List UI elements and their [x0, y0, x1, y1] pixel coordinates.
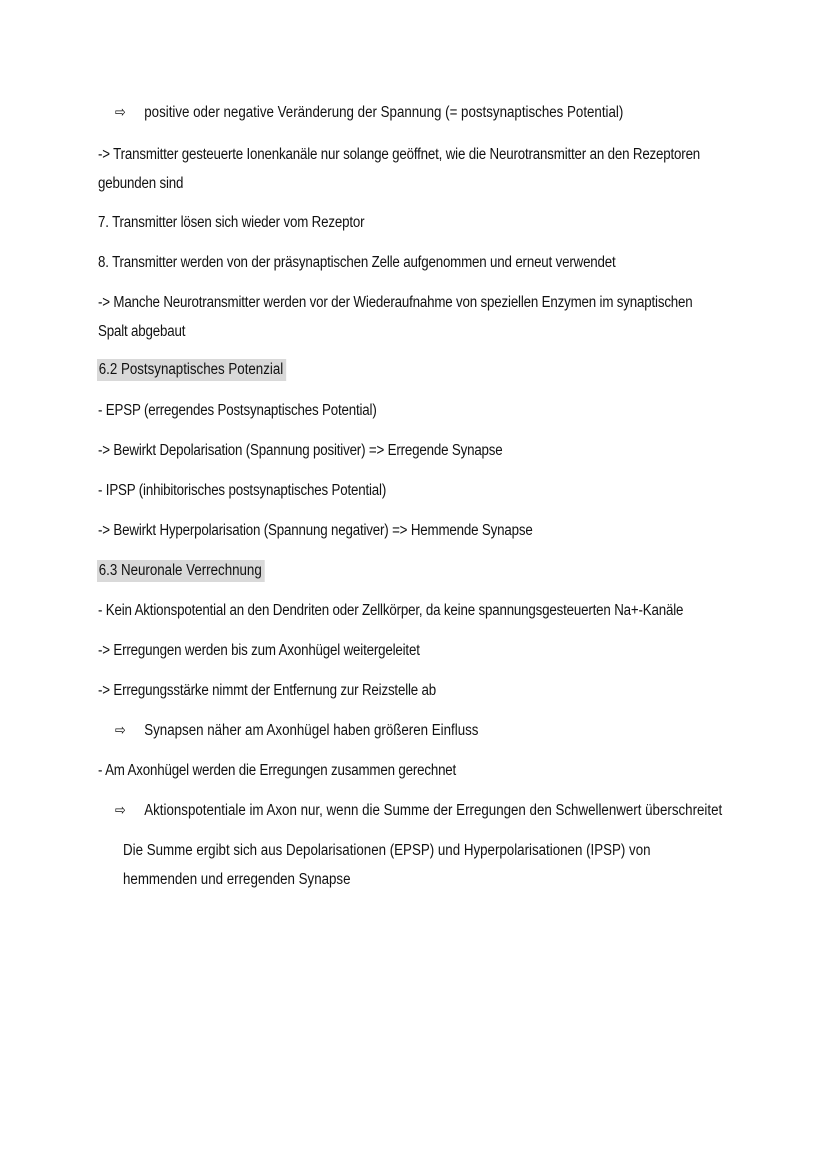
text-line: -> Manche Neurotransmitter werden vor der Wiederaufnahme von speziellen Enzymen im synaptischen Spalt abgebaut: [98, 294, 693, 340]
text-line: - Kein Aktionspotential an den Dendriten oder Zellkörper, da keine spannungsgesteuerten Na+-Kanäle: [98, 602, 684, 619]
text-line: Synapsen näher am Axonhügel haben größeren Einfluss: [144, 722, 479, 739]
arrow-icon: ⇨: [115, 801, 126, 819]
text-line: -> Transmitter gesteuerte Ionenkanäle nur solange geöffnet, wie die Neurotransmitter an den Rezeptoren gebunden sind: [98, 146, 701, 192]
text-line: -> Bewirkt Depolarisation (Spannung positiver) => Erregende Synapse: [98, 442, 503, 459]
arrow-icon: ⇨: [115, 721, 126, 739]
text-line: 8. Transmitter werden von der präsynaptischen Zelle aufgenommen und erneut verwendet: [98, 254, 616, 271]
arrow-item: [115, 716, 478, 745]
arrow-item: [115, 796, 722, 825]
text-line: positive oder negative Veränderung der Spannung (= postsynaptisches Potential): [144, 104, 624, 121]
text-line: - Am Axonhügel werden die Erregungen zusammen gerechnet: [98, 762, 457, 779]
text-line: - IPSP (inhibitorisches postsynaptisches Potential): [98, 482, 387, 499]
section-heading: 6.3 Neuronale Verrechnung: [97, 560, 264, 582]
text-line: -> Erregungen werden bis zum Axonhügel weitergeleitet: [98, 642, 420, 659]
text-line: -> Erregungsstärke nimmt der Entfernung zur Reizstelle ab: [98, 682, 437, 699]
text-paragraph: Die Summe ergibt sich aus Depolarisationen (EPSP) und Hyperpolarisationen (IPSP) von hemmenden und erregenden Synapse: [123, 842, 651, 888]
section-heading: 6.2 Postsynaptisches Potenzial: [97, 359, 286, 381]
text-line: - EPSP (erregendes Postsynaptisches Potential): [98, 402, 377, 419]
text-line: 7. Transmitter lösen sich wieder vom Rezeptor: [98, 214, 365, 231]
text-line: Aktionspotentiale im Axon nur, wenn die Summe der Erregungen den Schwellenwert überschreitet: [144, 802, 723, 819]
arrow-item: [115, 98, 623, 127]
text-line: -> Bewirkt Hyperpolarisation (Spannung negativer) => Hemmende Synapse: [98, 522, 533, 539]
arrow-icon: ⇨: [115, 103, 126, 121]
